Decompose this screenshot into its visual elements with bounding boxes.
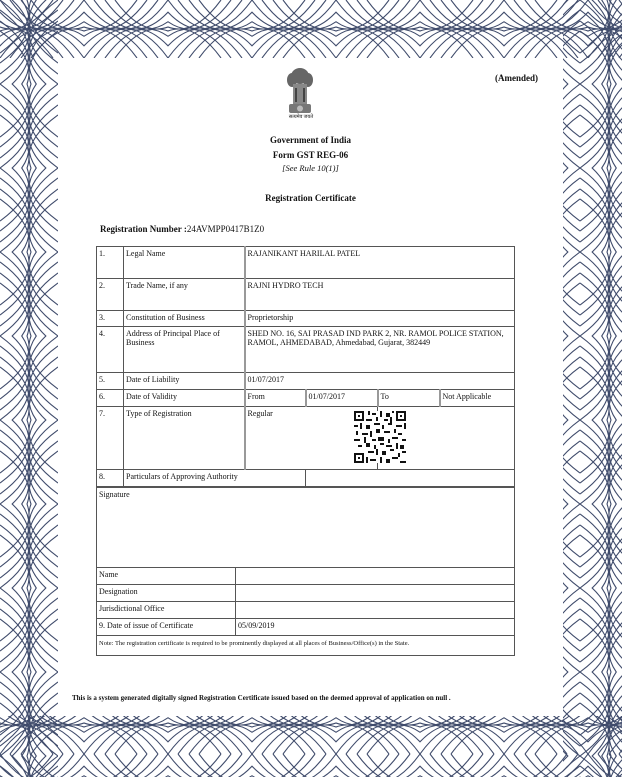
registration-type-text: Regular [247, 409, 273, 418]
table-row [97, 470, 515, 487]
row-number: 8. [97, 470, 124, 487]
amended-label: (Amended) [495, 73, 538, 83]
row-number: 3. [97, 311, 124, 327]
table-row [97, 488, 515, 568]
header-form: Form GST REG-06 [272, 150, 349, 160]
header-government: Government of India [270, 135, 351, 145]
designation-label: Designation [97, 585, 236, 602]
table-row [97, 373, 515, 390]
validity-from-value: 01/07/2017 [306, 390, 378, 407]
row-label: Legal Name [124, 247, 245, 279]
registration-number-label: Registration Number : [100, 224, 187, 234]
approving-authority-value [306, 470, 515, 487]
row-number: 4. [97, 327, 124, 373]
address-value: SHED NO. 16, SAI PRASAD IND PARK 2, NR. RAMOL POLICE STATION, RAMOL, AHMEDABAD, Ahmedabad, Gujarat, 382449 [245, 327, 515, 373]
table-row [97, 327, 515, 373]
table-row [97, 585, 515, 602]
signature-label: Signature [97, 488, 515, 568]
table-row [97, 619, 515, 636]
row-number: 1. [97, 247, 124, 279]
certificate-details-table [96, 246, 515, 487]
table-row [97, 390, 515, 407]
liability-date-value: 01/07/2017 [245, 373, 515, 390]
row-label: Date of Liability [124, 373, 245, 390]
display-note: Note: The registration certificate is required to be prominently displayed at all places of Business/Office(s) in the State. [97, 636, 515, 656]
table-row [97, 568, 515, 585]
designation-value [236, 585, 515, 602]
qr-cell [378, 407, 515, 470]
signature-table [96, 487, 515, 656]
row-number: 7. [97, 407, 124, 470]
validity-to-label: To [378, 390, 440, 407]
row-number: 6. [97, 390, 124, 407]
validity-to-value: Not Applicable [440, 390, 515, 407]
registration-number-value: 24AVMPP0417B1Z0 [186, 224, 265, 234]
legal-name-value: RAJANIKANT HARILAL PATEL [245, 247, 515, 279]
name-value [236, 568, 515, 585]
row-label: Address of Principal Place of Business [124, 327, 245, 373]
row-number: 5. [97, 373, 124, 390]
constitution-value: Proprietorship [245, 311, 515, 327]
row-label: Constitution of Business [124, 311, 245, 327]
row-label: Particulars of Approving Authority [124, 470, 306, 487]
qr-code-icon [354, 411, 406, 463]
row-label: Trade Name, if any [124, 279, 245, 311]
certificate-page [58, 58, 563, 716]
row-number: 2. [97, 279, 124, 311]
trade-name-value: RAJNI HYDRO TECH [245, 279, 515, 311]
validity-from-label: From [245, 390, 306, 407]
row-label: Date of Validity [124, 390, 245, 407]
page-title: Registration Certificate [265, 193, 356, 203]
issue-date-value: 05/09/2019 [236, 619, 515, 636]
table-row [97, 636, 515, 656]
header-rule: [See Rule 10(1)] [282, 163, 339, 173]
jurisdictional-office-value [236, 602, 515, 619]
table-row [97, 279, 515, 311]
table-row [97, 407, 515, 470]
row-label: Type of Registration [124, 407, 245, 470]
jurisdictional-office-label: Jurisdictional Office [97, 602, 236, 619]
system-generated-note: This is a system generated digitally signed Registration Certificate issued based on the deemed approval of application on null . [72, 694, 451, 702]
table-row [97, 247, 515, 279]
issue-date-label: 9. Date of issue of Certificate [97, 619, 236, 636]
emblem-motto: सत्यमेव जयते [288, 115, 314, 120]
name-label: Name [97, 568, 236, 585]
registration-number [100, 224, 264, 234]
table-row [97, 602, 515, 619]
table-row [97, 311, 515, 327]
